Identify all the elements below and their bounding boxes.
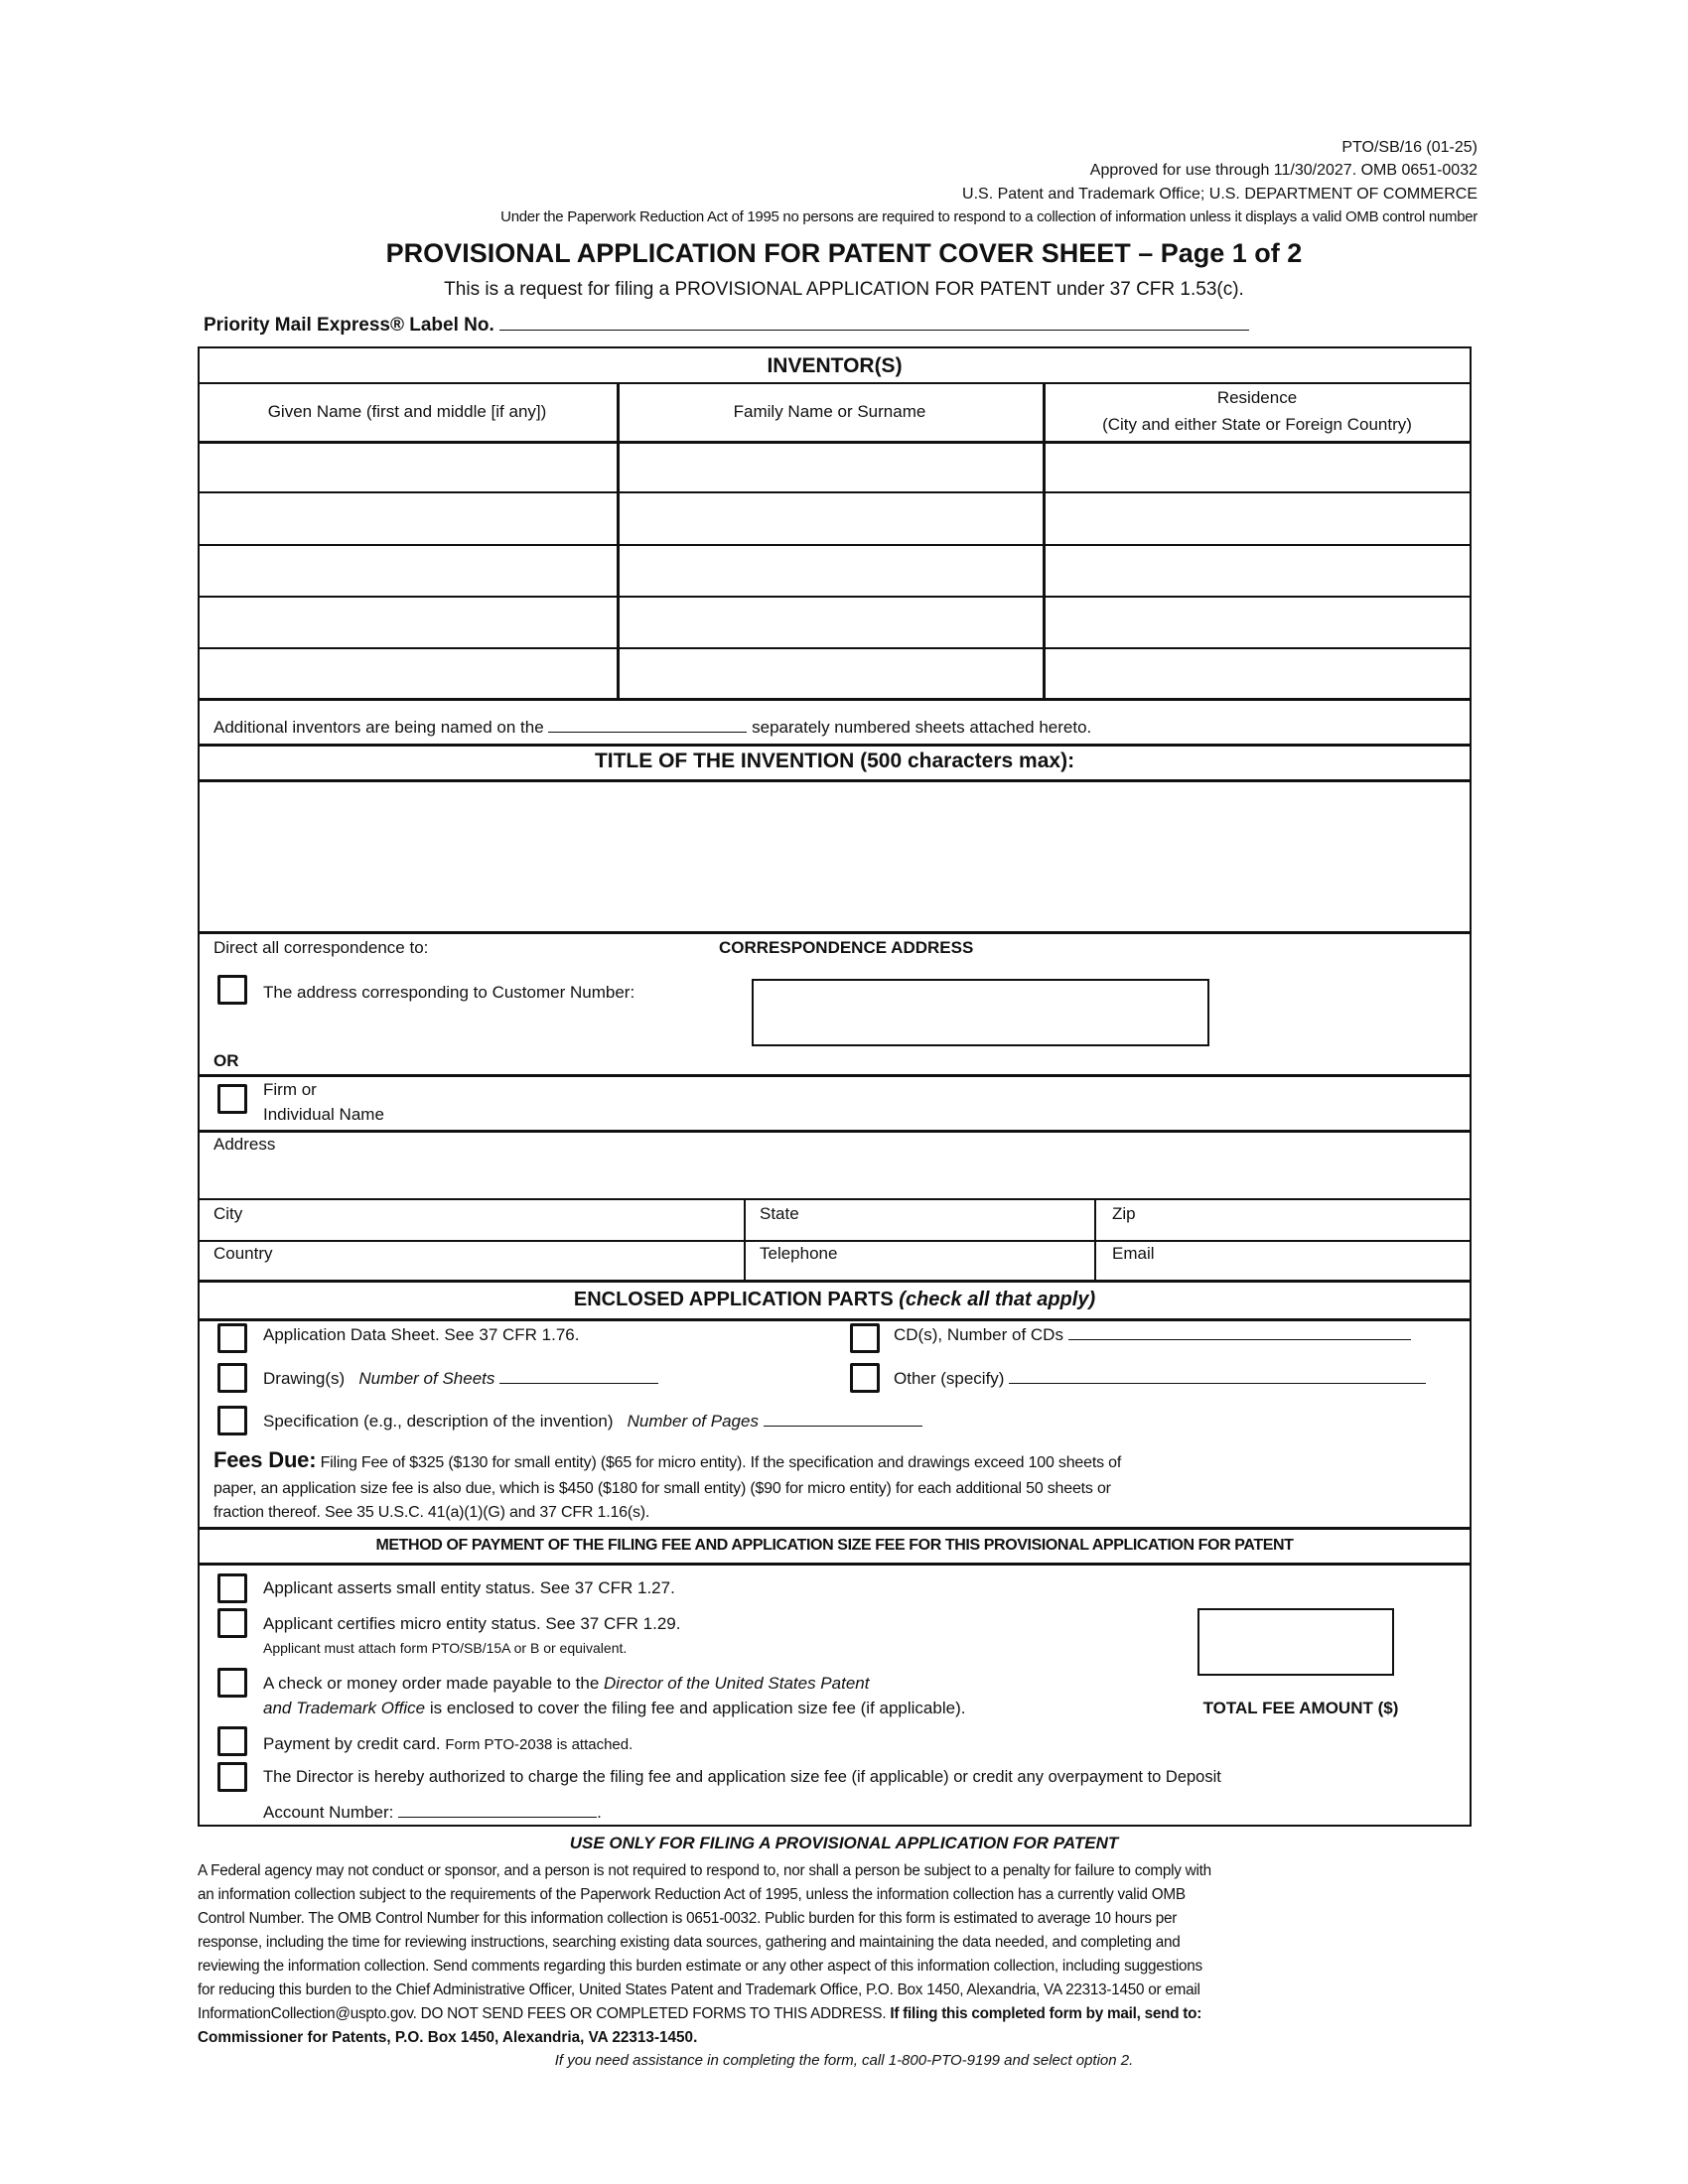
col-family-name: Family Name or Surname — [733, 402, 926, 421]
drawings-checkbox[interactable] — [217, 1363, 247, 1393]
total-fee-label: TOTAL FEE AMOUNT ($) — [1202, 1699, 1399, 1717]
customer-number-label: The address corresponding to Customer Number: — [263, 983, 635, 1002]
micro-entity-checkbox[interactable] — [217, 1608, 247, 1638]
payment-heading: METHOD OF PAYMENT OF THE FILING FEE AND APPLICATION SIZE FEE FOR THIS PROVISIONAL APPLICATION FOR PATENT — [375, 1537, 1294, 1554]
total-fee-input[interactable] — [1197, 1608, 1394, 1676]
inventor-given-name-input[interactable] — [202, 548, 615, 594]
col-residence: Residence — [1216, 388, 1298, 407]
country-input[interactable] — [288, 1242, 740, 1280]
direct-correspondence-label: Direct all correspondence to: — [213, 938, 429, 957]
customer-number-input[interactable] — [752, 979, 1209, 1046]
fees-due-line-3: fraction thereof. See 35 U.S.C. 41(a)(1)(G) and 37 CFR 1.16(s). — [213, 1504, 650, 1521]
inventor-residence-input[interactable] — [1047, 600, 1469, 645]
firm-name-checkbox[interactable] — [217, 1084, 247, 1114]
firm-label: Firm or — [263, 1080, 317, 1099]
inventor-family-name-input[interactable] — [621, 600, 1041, 645]
office-text: U.S. Patent and Trademark Office; U.S. DEPARTMENT OF COMMERCE — [962, 186, 1477, 203]
individual-name-label: Individual Name — [263, 1105, 384, 1124]
address-input[interactable] — [298, 1152, 1460, 1195]
state-input[interactable] — [814, 1200, 1092, 1240]
customer-number-checkbox[interactable] — [217, 975, 247, 1005]
mailing-address: Commissioner for Patents, P.O. Box 1450, Alexandria, VA 22313-1450. — [198, 2029, 698, 2046]
email-label: Email — [1112, 1244, 1155, 1263]
micro-entity-label: Applicant certifies micro entity status. See 37 CFR 1.29. — [263, 1614, 681, 1633]
page-subtitle: This is a request for filing a PROVISIONAL APPLICATION FOR PATENT under 37 CFR 1.53(c). — [444, 279, 1244, 300]
inventor-residence-input[interactable] — [1047, 548, 1469, 594]
paperwork-notice: Under the Paperwork Reduction Act of 1995 no persons are required to respond to a collection of information unless it displays a valid OMB control number — [500, 208, 1477, 225]
page-title: PROVISIONAL APPLICATION FOR PATENT COVER SHEET – Page 1 of 2 — [385, 238, 1303, 268]
inventor-residence-input[interactable] — [1047, 445, 1469, 490]
col-residence-sub: (City and either State or Foreign Country) — [1102, 415, 1412, 434]
fees-due-line-2: paper, an application size fee is also due, which is $450 ($180 for small entity) ($90 for micro entity) for each additional 50 sheets or — [213, 1480, 1111, 1497]
email-input[interactable] — [1162, 1242, 1468, 1280]
credit-card-label: Payment by credit card. Form PTO-2038 is attached. — [263, 1734, 633, 1753]
deposit-line-2: Account Number: . — [263, 1803, 602, 1822]
city-label: City — [213, 1204, 243, 1223]
enclosed-heading: ENCLOSED APPLICATION PARTS (check all that apply) — [573, 1289, 1096, 1310]
drawings-label: Drawing(s) Number of Sheets — [263, 1370, 658, 1387]
use-only-notice: USE ONLY FOR FILING A PROVISIONAL APPLICATION FOR PATENT — [569, 1834, 1119, 1852]
inventor-family-name-input[interactable] — [621, 548, 1041, 594]
cds-checkbox[interactable] — [850, 1323, 880, 1353]
credit-card-checkbox[interactable] — [217, 1726, 247, 1756]
inventor-residence-input[interactable] — [1047, 495, 1469, 542]
burden-line: A Federal agency may not conduct or sponsor, and a person is not required to respond to, nor shall a person be subject to a penalty for failure to comply with — [198, 1862, 1211, 1879]
check-line-2: and Trademark Office is enclosed to cover the filing fee and application size fee (if applicable). — [263, 1699, 966, 1717]
specification-checkbox[interactable] — [217, 1406, 247, 1435]
other-label: Other (specify) — [894, 1370, 1426, 1387]
burden-line: InformationCollection@uspto.gov. DO NOT SEND FEES OR COMPLETED FORMS TO THIS ADDRESS. If filing this completed form by mail, send to: — [198, 2005, 1202, 2022]
inventor-given-name-input[interactable] — [202, 495, 615, 542]
deposit-account-checkbox[interactable] — [217, 1762, 247, 1792]
burden-line: response, including the time for reviewing instructions, searching existing data sources, gathering and maintaining the data needed, and completing and — [198, 1934, 1181, 1951]
cds-label: CD(s), Number of CDs — [894, 1326, 1411, 1343]
zip-input[interactable] — [1152, 1200, 1468, 1240]
cds-number-field[interactable] — [1068, 1326, 1411, 1340]
burden-line: reviewing the information collection. Send comments regarding this burden estimate or any other aspect of this information collection, including suggestions — [198, 1958, 1202, 1975]
burden-line: for reducing this burden to the Chief Administrative Officer, United States Patent and Trademark Office, P.O. Box 1450, Alexandria, VA 22313-1450 or email — [198, 1981, 1200, 1998]
assistance-line: If you need assistance in completing the form, call 1-800-PTO-9199 and select option 2. — [554, 2052, 1134, 2069]
correspondence-heading: CORRESPONDENCE ADDRESS — [719, 938, 974, 957]
or-label: OR — [213, 1051, 239, 1070]
firm-name-input[interactable] — [437, 1080, 1460, 1128]
check-line-1: A check or money order made payable to the Director of the United States Patent — [263, 1674, 870, 1693]
small-entity-checkbox[interactable] — [217, 1573, 247, 1603]
other-specify-field[interactable] — [1009, 1370, 1426, 1384]
additional-inventors-text: Additional inventors are being named on the separately numbered sheets attached hereto. — [213, 718, 1092, 737]
inventor-given-name-input[interactable] — [202, 600, 615, 645]
title-heading: TITLE OF THE INVENTION (500 characters max): — [594, 750, 1075, 772]
burden-line: Control Number. The OMB Control Number for this information collection is 0651-0032. Public burden for this form is estimated to average 10 hours per — [198, 1910, 1178, 1927]
col-given-name: Given Name (first and middle [if any]) — [267, 402, 547, 421]
approval-text: Approved for use through 11/30/2027. OMB 0651-0032 — [1089, 162, 1477, 179]
form-id: PTO/SB/16 (01-25) — [1341, 139, 1477, 156]
state-label: State — [760, 1204, 799, 1223]
check-money-order-checkbox[interactable] — [217, 1668, 247, 1698]
ads-checkbox[interactable] — [217, 1323, 247, 1353]
invention-title-input[interactable] — [202, 784, 1468, 929]
small-entity-label: Applicant asserts small entity status. See 37 CFR 1.27. — [263, 1578, 675, 1597]
country-label: Country — [213, 1244, 273, 1263]
micro-entity-note: Applicant must attach form PTO/SB/15A or B or equivalent. — [263, 1640, 628, 1656]
ads-label: Application Data Sheet. See 37 CFR 1.76. — [263, 1325, 580, 1344]
telephone-label: Telephone — [760, 1244, 838, 1263]
inventor-residence-input[interactable] — [1047, 651, 1469, 697]
inventor-family-name-input[interactable] — [621, 495, 1041, 542]
additional-sheets-field[interactable] — [548, 719, 747, 733]
deposit-account-field[interactable] — [398, 1804, 597, 1818]
zip-label: Zip — [1112, 1204, 1136, 1223]
fees-due-line-1: Fees Due: Filing Fee of $325 ($130 for small entity) ($65 for micro entity). If the specification and drawings exceed 100 sheets of — [213, 1447, 1122, 1472]
specification-label: Specification (e.g., description of the invention) Number of Pages — [263, 1413, 922, 1430]
telephone-input[interactable] — [854, 1242, 1092, 1280]
drawings-sheets-field[interactable] — [499, 1370, 658, 1384]
inventor-family-name-input[interactable] — [621, 445, 1041, 490]
inventor-given-name-input[interactable] — [202, 651, 615, 697]
city-input[interactable] — [268, 1200, 740, 1240]
other-checkbox[interactable] — [850, 1363, 880, 1393]
inventors-heading: INVENTOR(S) — [767, 354, 903, 377]
inventor-given-name-input[interactable] — [202, 445, 615, 490]
inventor-family-name-input[interactable] — [621, 651, 1041, 697]
priority-mail-label: Priority Mail Express® Label No. — [204, 316, 1249, 335]
spec-pages-field[interactable] — [764, 1413, 922, 1427]
deposit-line-1: The Director is hereby authorized to charge the filing fee and application size fee (if applicable) or credit any overpayment to Deposit — [263, 1768, 1221, 1786]
address-label: Address — [213, 1135, 276, 1154]
burden-line: an information collection subject to the requirements of the Paperwork Reduction Act of 1995, unless the information collection has a currently valid OMB — [198, 1886, 1186, 1903]
